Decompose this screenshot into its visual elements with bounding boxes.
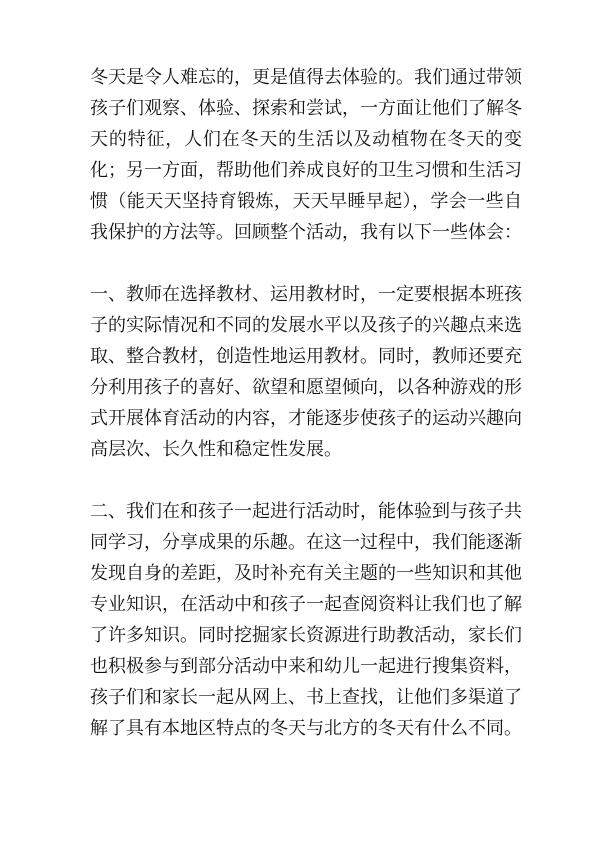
paragraph-point-two: 二、我们在和孩子一起进行活动时，能体验到与孩子共同学习，分享成果的乐趣。在这一过程中，我们能逐渐发现自身的差距，及时补充有关主题的一些知识和其他专业知识，在活动中和孩子一起查阅资料让我们也了解了许多知识。同时挖掘家长资源进行助教活动，家长们也积极参与到部分活动中来和幼儿一起进行搜集资料，孩子们和家长一起从网上、书上查找，让他们多渠道了解了具有本地区特点的冬天与北方的冬天有什么不同。 [90,501,522,739]
document-body [90,62,522,744]
paragraph-point-one: 一、教师在选择教材、运用教材时，一定要根据本班孩子的实际情况和不同的发展水平以及孩子的兴趣点来选取、整合教材，创造性地运用教材。同时，教师还要充分利用孩子的喜好、欲望和愿望倾向，以各种游戏的形式开展体育活动的内容，才能逐步使孩子的运动兴趣向高层次、长久性和稳定性发展。 [90,284,522,460]
paragraph-intro: 冬天是令人难忘的，更是值得去体验的。我们通过带领孩子们观察、体验、探索和尝试，一方面让他们了解冬天的特征，人们在冬天的生活以及动植物在冬天的变化；另一方面，帮助他们养成良好的卫生习惯和生活习惯（能天天坚持育锻炼，天天早睡早起），学会一些自我保护的方法等。回顾整个活动，我有以下一些体会： [90,67,522,243]
